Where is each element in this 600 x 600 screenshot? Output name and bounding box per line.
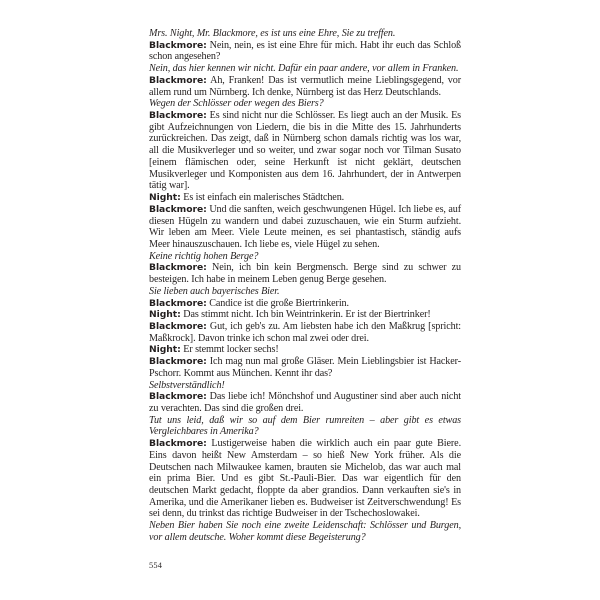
speaker-answer — [149, 262, 461, 285]
speech-text: Ah, Franken! Das ist vermutlich meine Lieblingsgegend, vor allem rund um Nürnberg. Ich denke, Nürnberg ist das Herz Deutschlands. — [149, 74, 461, 98]
speaker-label: Blackmore: — [149, 356, 207, 368]
speech-text: Nein, nein, es ist eine Ehre für mich. Habt ihr euch das Schloß schon angesehen? — [149, 39, 461, 63]
question-text: Tut uns leid, daß wir so auf dem Bier rumreiten – aber gibt es etwas Vergleichbares in Amerika? — [149, 414, 461, 438]
interviewer-question — [149, 286, 461, 298]
question-text: Wegen der Schlösser oder wegen des Biers? — [149, 98, 324, 110]
question-text: Nein, das hier kennen wir nicht. Dafür ein paar andere, vor allem in Franken. — [149, 63, 459, 75]
interview-text-column — [149, 28, 461, 544]
speech-text: Lustigerweise haben die wirklich auch ein paar gute Biere. Eins davon heißt New Amsterdam – so hieß New York früher. Als die Deutschen nach Milwaukee kamen, brauten sie Michelob, das war auch mal ein prima Bier. Und es gibt St.-Pauli-Bier. Das war eigentlich für den deutschen Markt gedacht, floppte da aber grandios. Dann verkauften sie's in Amerika, und die Amerikaner lieben es. Budweiser ist Zeitverschwendung! Es sei denn, du trinkst das richtige Budweiser in der Tschechoslowakei. — [149, 438, 461, 520]
speaker-answer — [149, 356, 461, 379]
speech-text: Gut, ich geb's zu. Am liebsten habe ich den Maßkrug [spricht: Maßkrock]. Davon trinke ich schon mal zwei oder drei. — [149, 320, 461, 344]
speaker-answer — [149, 298, 461, 310]
page-number: 554 — [149, 561, 163, 570]
speaker-label: Blackmore: — [149, 203, 207, 215]
speaker-answer — [149, 192, 461, 204]
question-text: Selbstverständlich! — [149, 379, 225, 391]
speaker-label: Night: — [149, 344, 181, 356]
speech-text: Ich mag nun mal große Gläser. Mein Lieblingsbier ist Hacker-Pschorr. Kommt aus München. Kennt ihr das? — [149, 356, 462, 379]
speech-text: Das stimmt nicht. Ich bin Weintrinkerin. Er ist der Biertrinker! — [183, 309, 431, 321]
interviewer-question — [149, 380, 461, 392]
speech-text: Candice ist die große Biertrinkerin. — [209, 297, 349, 309]
speaker-label: Blackmore: — [149, 297, 207, 309]
interviewer-question — [149, 28, 461, 40]
question-text: Mrs. Night, Mr. Blackmore, es ist uns eine Ehre, Sie zu treffen. — [149, 28, 396, 39]
speaker-answer — [149, 309, 461, 321]
speaker-answer — [149, 40, 461, 63]
speaker-label: Night: — [149, 309, 181, 321]
speaker-label: Blackmore: — [149, 262, 207, 274]
speech-text: Das liebe ich! Mönchshof und Augustiner sind aber auch nicht zu verachten. Das sind die großen drei. — [149, 391, 462, 414]
speaker-answer — [149, 204, 461, 251]
speaker-label: Blackmore: — [149, 320, 207, 332]
speaker-label: Blackmore: — [149, 391, 207, 403]
speech-text: Er stemmt locker sechs! — [183, 344, 279, 356]
speaker-answer — [149, 110, 461, 192]
speech-text: Es ist einfach ein malerisches Städtchen. — [183, 192, 345, 204]
speech-text: Es sind nicht nur die Schlösser. Es liegt auch an der Musik. Es gibt Aufzeichnungen von Liedern, die bis in die Mitte des 15. Jahrhunderts zurückreichen. Das zeigt, daß in Nürnberg schon damals richtig was los war, all die Musikverleger und so weiter, und zwar sogar noch vor Tilman Susato [einem flämischen oder, seine Herkunft ist nicht geklärt, deutschen Musikverleger und Komponisten aus dem 16. Jahrhundert, der in Antwerpen tätig war]. — [149, 110, 461, 192]
speech-text: Nein, ich bin kein Bergmensch. Berge sind zu schwer zu besteigen. Ich habe in meinem Leben genug Berge gesehen. — [149, 262, 462, 286]
speaker-label: Blackmore: — [149, 438, 207, 450]
question-text: Neben Bier haben Sie noch eine zweite Leidenschaft: Schlösser und Burgen, vor allem deutsche. Woher kommt diese Begeisterung? — [149, 520, 461, 543]
question-text: Keine richtig hohen Berge? — [149, 250, 259, 262]
speaker-answer — [149, 344, 461, 356]
speaker-answer — [149, 75, 461, 98]
question-text: Sie lieben auch bayerisches Bier. — [149, 285, 280, 297]
interviewer-question — [149, 63, 461, 75]
speaker-answer — [149, 391, 461, 414]
interviewer-question — [149, 251, 461, 263]
speaker-label: Night: — [149, 192, 181, 204]
speech-text: Und die sanften, weich geschwungenen Hügel. Ich liebe es, auf diesen Hügeln zu wandern und dabei zuzuschauen, wie ein Sturm aufzieht. Wir leben am Meer. Viele Leute meinen, es sei phantastisch, ständig aufs Meer hinauszuschauen. Ich liebe es, viele Hügel zu sehen. — [149, 203, 461, 250]
speaker-label: Blackmore: — [149, 110, 207, 122]
speaker-label: Blackmore: — [149, 39, 207, 51]
interviewer-question — [149, 520, 461, 543]
speaker-answer — [149, 321, 461, 344]
interviewer-question — [149, 415, 461, 438]
interviewer-question — [149, 98, 461, 110]
speaker-answer — [149, 438, 461, 520]
speaker-label: Blackmore: — [149, 74, 207, 86]
